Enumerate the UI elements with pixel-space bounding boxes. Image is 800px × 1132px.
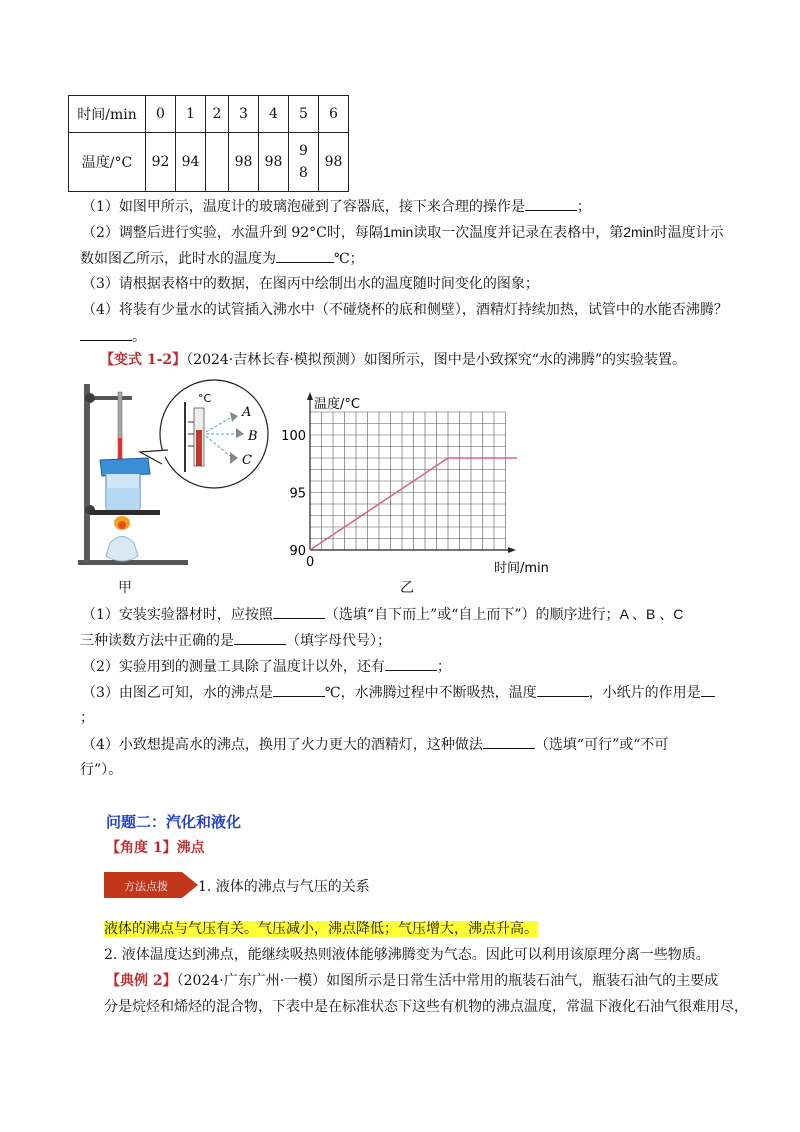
answer-blank[interactable]: [483, 734, 535, 749]
answer-blank[interactable]: [385, 656, 437, 671]
water: [106, 488, 140, 512]
stand-rod: [84, 384, 90, 562]
section-title: 问题二：汽化和液化: [106, 813, 242, 831]
table-cell: 98: [229, 133, 259, 192]
table-cell: 0: [146, 96, 176, 133]
paper-card: [100, 458, 150, 476]
question-line: 。: [80, 326, 146, 347]
y-tick-label: 95: [289, 486, 306, 502]
table-cell: 98: [319, 133, 349, 192]
answer-blank[interactable]: [273, 682, 325, 697]
question-line: 行”）。: [80, 762, 123, 778]
point-one: 1. 液体的沸点与气压的关系: [198, 879, 370, 895]
question-line: （1）如图甲所示，温度计的玻璃泡碰到了容器底，接下来合理的操作是 ；: [82, 196, 591, 217]
thermo-column: [196, 430, 202, 466]
eye-label-a: A: [242, 405, 252, 420]
x-axis-label: 时间/min: [494, 561, 549, 576]
answer-blank[interactable]: [273, 604, 325, 619]
y-tick-label: 100: [281, 429, 306, 444]
method-arrow: [104, 870, 200, 900]
question-line: 数如图乙所示，此时水的温度为 ℃；: [80, 248, 364, 269]
question-line: （4）将装有少量水的试管插入沸水中（不碰烧杯的底和侧壁），酒精灯持续加热，试管中的水能否沸腾？: [82, 302, 728, 318]
eye-label-b: B: [248, 429, 258, 444]
point-two: 2. 液体温度达到沸点，能继续吸热则液体能够沸腾变为气态。因此可以利用该原理分离一些物质。: [104, 947, 710, 963]
variant-heading: 【变式 1-2】（2024·吉林长春·模拟预测）如图所示，图中是小致探究“水的沸腾”的实验装置。: [100, 352, 687, 368]
example-line-2: 分是烷烃和烯烃的混合物，下表中是在标准状态下这些有机物的沸点温度，常温下液化石油气很难用尽，: [104, 999, 748, 1015]
angle-heading: 【角度 1】沸点: [106, 840, 205, 856]
alcohol-lamp: [106, 537, 138, 562]
answer-blank[interactable]: [701, 682, 715, 697]
table-cell: 92: [146, 133, 176, 192]
highlight-line: 液体的沸点与气压有关。气压减小，沸点降低；气压增大，沸点升高。: [104, 921, 538, 937]
answer-blank[interactable]: [80, 326, 132, 341]
question-line: （1）安装实验器材时，应按照 （选填“自下而上”或“自上而下”）的顺序进行；A 、B 、C: [82, 606, 684, 623]
flame-core: [118, 521, 126, 529]
clamp-knob: [85, 393, 95, 403]
question-line: （2）调整后进行实验，水温升到 92°C时，每隔1min读取一次温度并记录在表格中，第2min时温度计示: [82, 224, 724, 241]
apparatus-figure: [70, 378, 300, 588]
table-header-temp: 温度/°C: [69, 133, 146, 192]
table-cell: 5: [289, 96, 319, 133]
question-line: 三种读数方法中正确的是 （填字母代号）；: [80, 630, 391, 651]
temperature-chart: [270, 392, 570, 584]
data-table: [68, 95, 349, 192]
table-cell: 9 8: [289, 133, 319, 192]
question-line: （4）小致想提高水的沸点，换用了火力更大的酒精灯，这种做法 （选填“可行”或“不可: [82, 734, 668, 755]
scale-line: [184, 402, 186, 472]
table-cell: 6: [319, 96, 349, 133]
eye-label-c: C: [242, 453, 252, 468]
answer-blank[interactable]: [537, 682, 589, 697]
table-cell: 2: [206, 96, 229, 133]
question-line: （3）请根据表格中的数据，在图丙中绘制出水的温度随时间变化的图象；: [82, 276, 539, 292]
y-axis-label: 温度/°C: [314, 397, 360, 412]
arrow-label: 方法点拨: [124, 880, 168, 893]
y-axis-arrow: [307, 392, 313, 400]
stand-base: [78, 560, 188, 565]
table-row-temp: [69, 133, 349, 192]
table-cell: 98: [259, 133, 289, 192]
figure-caption-left: 甲: [118, 580, 132, 596]
figure-caption-right: 乙: [400, 580, 414, 596]
y-tick-label: 90: [289, 544, 306, 559]
table-cell: 4: [259, 96, 289, 133]
table-cell: [206, 133, 229, 192]
table-header-time: 时间/min: [69, 96, 146, 133]
answer-blank[interactable]: [234, 630, 286, 645]
example-line: 【典例 2】（2024·广东广州·一模）如图所示是日常生活中常用的瓶装石油气，瓶装石油气的主要成: [106, 973, 719, 989]
table-cell: 94: [176, 133, 206, 192]
answer-blank[interactable]: [525, 196, 577, 211]
deg-label: °C: [198, 392, 212, 405]
origin-label: 0: [306, 555, 315, 570]
table-cell: 3: [229, 96, 259, 133]
chart-grid: [310, 412, 506, 550]
question-line: （2）实验用到的测量工具除了温度计以外，还有 ；: [82, 656, 451, 677]
question-line: （3）由图乙可知，水的沸点是 ℃，水沸腾过程中不断吸热，温度 ，小纸片的作用是: [82, 682, 715, 703]
question-line: ；: [80, 710, 94, 726]
wire-gauze: [90, 510, 160, 515]
answer-blank[interactable]: [276, 248, 334, 263]
table-row-time: [69, 96, 349, 133]
table-cell: 1: [176, 96, 206, 133]
x-axis-arrow: [508, 547, 516, 553]
